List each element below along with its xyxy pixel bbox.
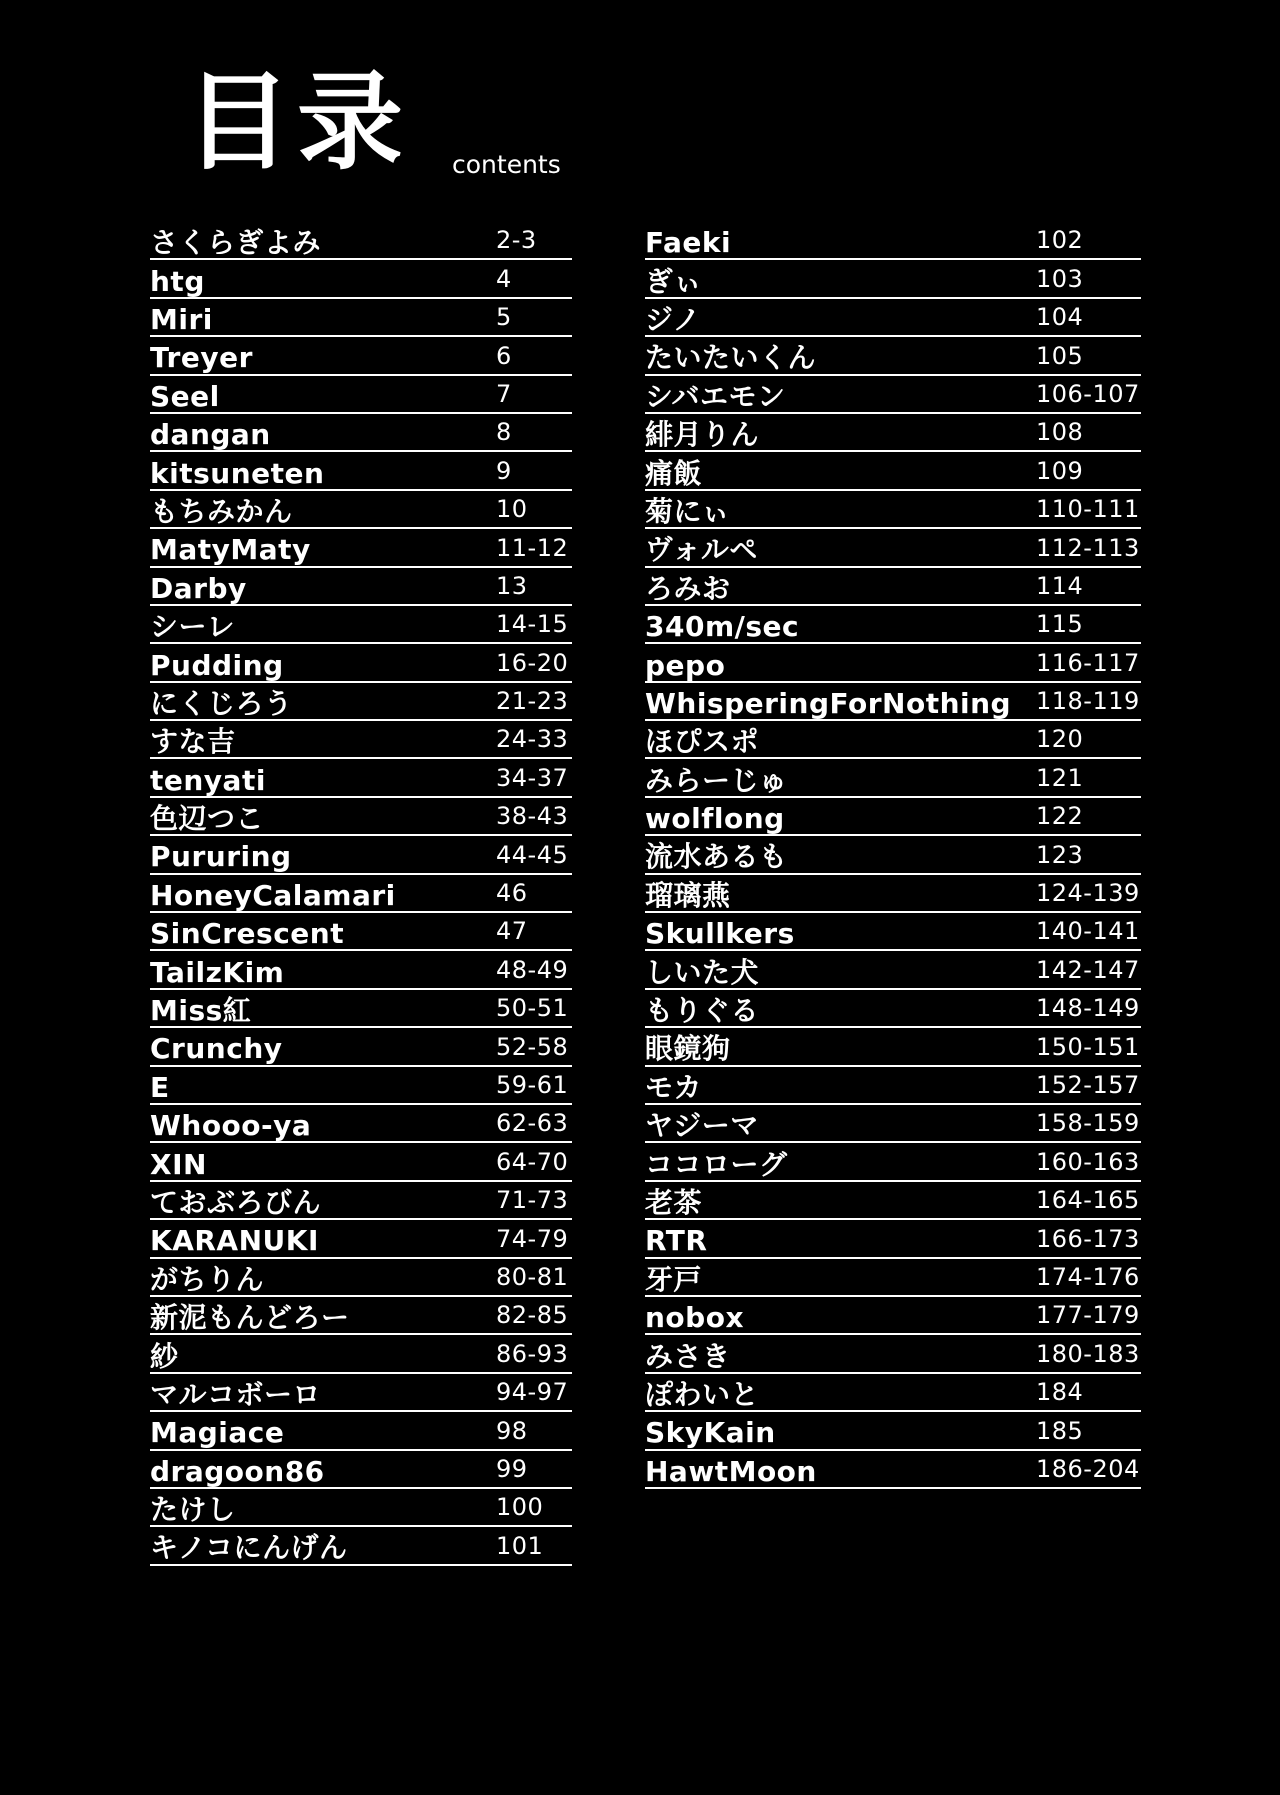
entry-artist-name: ほぴスポ [645,725,760,759]
contents-entry [150,1297,572,1335]
entry-artist-name: tenyati [150,763,266,797]
contents-entry [150,568,572,606]
contents-entry [645,875,1141,913]
contents-entry [150,491,572,529]
entry-page-range: 44-45 [496,840,569,869]
entry-page-range: 184 [1036,1378,1084,1407]
entry-artist-name: KARANUKI [150,1224,319,1258]
entry-artist-name: すな吉 [150,725,236,759]
entry-artist-name: nobox [645,1301,745,1335]
entry-artist-name: 瑠璃燕 [645,878,731,912]
entry-artist-name: もちみかん [150,494,293,528]
entry-page-range: 98 [496,1416,528,1445]
entry-artist-name: さくらぎよみ [150,226,322,260]
entry-artist-name: ぽわいと [645,1377,760,1411]
entry-page-range: 80-81 [496,1262,569,1291]
entry-page-range: 46 [496,879,528,908]
entry-page-range: 102 [1036,226,1084,255]
contents-entry [150,1028,572,1066]
contents-entry [645,644,1141,682]
entry-page-range: 115 [1036,610,1084,639]
entry-artist-name: Magiace [150,1416,285,1450]
contents-entry [645,452,1141,490]
entry-artist-name: kitsuneten [150,456,325,490]
entry-artist-name: モカ [645,1070,703,1104]
entry-page-range: 5 [496,303,512,332]
contents-entry [645,568,1141,606]
entry-page-range: 123 [1036,840,1084,869]
contents-entry [645,529,1141,567]
contents-entry [150,990,572,1028]
contents-entry [645,1374,1141,1412]
entry-artist-name: pepo [645,648,726,682]
entry-page-range: 50-51 [496,994,569,1023]
contents-entry [645,337,1141,375]
contents-entry [150,721,572,759]
contents-entry [150,337,572,375]
contents-entry [150,299,572,337]
entry-page-range: 7 [496,379,512,408]
entry-artist-name: Pudding [150,648,284,682]
contents-entry [645,376,1141,414]
entry-page-range: 114 [1036,571,1084,600]
entry-page-range: 14-15 [496,610,569,639]
contents-entry [150,644,572,682]
page-title: 目录 [185,61,409,184]
entry-artist-name: Crunchy [150,1032,283,1066]
entry-artist-name: MatyMaty [150,533,311,567]
entry-artist-name: キノコにんげん [150,1531,348,1565]
contents-entry [645,299,1141,337]
entry-artist-name: Miss紅 [150,994,252,1028]
contents-entry [645,1297,1141,1335]
entry-page-range: 152-157 [1036,1070,1140,1099]
entry-page-range: 74-79 [496,1224,569,1253]
contents-entry [150,606,572,644]
contents-entry [645,759,1141,797]
entry-page-range: 6 [496,341,512,370]
entry-artist-name: たけし [150,1493,236,1527]
entry-page-range: 16-20 [496,648,569,677]
entry-artist-name: 老茶 [645,1185,703,1219]
entry-artist-name: Whooo-ya [150,1109,312,1143]
contents-entry [150,836,572,874]
entry-page-range: 180-183 [1036,1339,1140,1368]
entry-artist-name: 痛飯 [645,456,703,490]
entry-artist-name: wolflong [645,802,785,836]
entry-artist-name: 緋月りん [645,418,760,452]
entry-page-range: 112-113 [1036,533,1140,562]
entry-artist-name: ジノ [645,302,701,336]
entry-artist-name: dragoon86 [150,1454,325,1488]
contents-entry [150,1335,572,1373]
entry-page-range: 64-70 [496,1147,569,1176]
contents-entry [645,1335,1141,1373]
entry-artist-name: 牙戸 [645,1262,703,1296]
entry-page-range: 11-12 [496,533,569,562]
entry-page-range: 177-179 [1036,1301,1140,1330]
contents-entry [150,1182,572,1220]
contents-entry [150,951,572,989]
contents-entry [150,1412,572,1450]
contents-entry [645,1182,1141,1220]
entry-artist-name: htg [150,264,205,298]
contents-entry [150,1451,572,1489]
contents-entry [645,1220,1141,1258]
entry-artist-name: がちりん [150,1262,265,1296]
entry-page-range: 10 [496,495,528,524]
entry-page-range: 24-33 [496,725,569,754]
entry-page-range: 99 [496,1454,528,1483]
entry-artist-name: RTR [645,1224,708,1258]
contents-entry [150,1143,572,1181]
entry-artist-name: Seel [150,379,220,413]
entry-artist-name: SinCrescent [150,917,345,951]
contents-entry [150,1220,572,1258]
entry-page-range: 118-119 [1036,687,1140,716]
entry-artist-name: Pururing [150,840,292,874]
contents-entry [150,1374,572,1412]
entry-artist-name: シバエモン [645,379,786,413]
contents-entry [645,683,1141,721]
entry-page-range: 160-163 [1036,1147,1140,1176]
contents-entry [150,414,572,452]
entry-artist-name: Miri [150,302,213,336]
entry-page-range: 186-204 [1036,1454,1140,1483]
contents-entry [150,376,572,414]
entry-page-range: 21-23 [496,687,569,716]
contents-entry [150,452,572,490]
contents-entry [645,1451,1141,1489]
entry-page-range: 166-173 [1036,1224,1140,1253]
contents-entry [150,1259,572,1297]
entry-artist-name: 菊にぃ [645,494,730,528]
entry-page-range: 62-63 [496,1109,569,1138]
entry-page-range: 174-176 [1036,1262,1140,1291]
contents-entry [645,1105,1141,1143]
entry-artist-name: しいた犬 [645,955,760,989]
entry-page-range: 34-37 [496,763,569,792]
contents-entry [645,990,1141,1028]
contents-entry [645,951,1141,989]
contents-entry [645,721,1141,759]
entry-page-range: 8 [496,418,512,447]
entry-artist-name: Faeki [645,226,732,260]
entry-artist-name: E [150,1070,170,1104]
entry-artist-name: XIN [150,1147,207,1181]
entry-page-range: 148-149 [1036,994,1140,1023]
entry-artist-name: シーレ [150,610,235,644]
entry-page-range: 116-117 [1036,648,1140,677]
entry-artist-name: 新泥もんどろー [150,1301,350,1335]
entry-artist-name: 340m/sec [645,610,800,644]
contents-entry [645,1412,1141,1450]
entry-page-range: 71-73 [496,1186,569,1215]
entry-page-range: 140-141 [1036,917,1140,946]
contents-entry [150,875,572,913]
contents-entry [150,222,572,260]
entry-page-range: 185 [1036,1416,1084,1445]
entry-page-range: 124-139 [1036,879,1140,908]
entry-artist-name: ココローグ [645,1147,788,1181]
entry-page-range: 121 [1036,763,1084,792]
entry-page-range: 94-97 [496,1378,569,1407]
entry-page-range: 101 [496,1531,544,1560]
entry-artist-name: Skullkers [645,917,795,951]
contents-entry [645,414,1141,452]
contents-entry [150,1489,572,1527]
entry-artist-name: たいたいくん [645,341,817,375]
entry-page-range: 104 [1036,303,1084,332]
contents-entry [645,913,1141,951]
entry-artist-name: マルコボーロ [150,1377,322,1411]
entry-artist-name: 流水あるも [645,840,788,874]
contents-entry [645,1028,1141,1066]
entry-artist-name: WhisperingForNothing [645,686,1012,720]
entry-page-range: 48-49 [496,955,569,984]
entry-page-range: 59-61 [496,1070,569,1099]
entry-page-range: 103 [1036,264,1084,293]
entry-artist-name: 紗 [150,1339,179,1373]
entry-artist-name: もりぐる [645,994,760,1028]
entry-page-range: 122 [1036,802,1084,831]
entry-page-range: 4 [496,264,512,293]
entry-artist-name: HoneyCalamari [150,878,396,912]
entry-page-range: 150-151 [1036,1032,1140,1061]
entry-page-range: 120 [1036,725,1084,754]
contents-column-right [645,222,1141,1489]
entry-artist-name: HawtMoon [645,1454,817,1488]
entry-page-range: 110-111 [1036,495,1140,524]
contents-entry [150,759,572,797]
entry-artist-name: ておぶろびん [150,1185,322,1219]
entry-artist-name: dangan [150,418,271,452]
entry-artist-name: 眼鏡狗 [645,1032,731,1066]
entry-page-range: 105 [1036,341,1084,370]
contents-entry [645,1067,1141,1105]
contents-entry [150,529,572,567]
entry-page-range: 47 [496,917,528,946]
entry-artist-name: Darby [150,571,247,605]
entry-page-range: 2-3 [496,226,537,255]
entry-page-range: 82-85 [496,1301,569,1330]
contents-entry [150,1067,572,1105]
entry-page-range: 164-165 [1036,1186,1140,1215]
entry-artist-name: ヴォルペ [645,533,758,567]
entry-page-range: 158-159 [1036,1109,1140,1138]
entry-artist-name: にくじろう [150,686,293,720]
entry-artist-name: みらーじゅ [645,763,788,797]
entry-page-range: 13 [496,571,528,600]
entry-page-range: 142-147 [1036,955,1140,984]
contents-entry [645,606,1141,644]
contents-entry [645,260,1141,298]
contents-entry [645,1259,1141,1297]
contents-entry [150,260,572,298]
page-subtitle: contents [452,150,561,179]
entry-artist-name: ぎぃ [645,264,703,298]
contents-entry [645,1143,1141,1181]
entry-page-range: 109 [1036,456,1084,485]
entry-artist-name: ヤジーマ [645,1109,759,1143]
contents-entry [150,1105,572,1143]
contents-entry [150,798,572,836]
entry-artist-name: みさき [645,1339,731,1373]
contents-entry [150,1527,572,1565]
entry-page-range: 108 [1036,418,1084,447]
contents-entry [645,798,1141,836]
entry-page-range: 52-58 [496,1032,569,1061]
entry-artist-name: Treyer [150,341,253,375]
entry-artist-name: SkyKain [645,1416,776,1450]
contents-entry [150,683,572,721]
entry-page-range: 86-93 [496,1339,569,1368]
contents-entry [150,913,572,951]
contents-entry [645,222,1141,260]
entry-page-range: 38-43 [496,802,569,831]
contents-entry [645,836,1141,874]
contents-column-left [150,222,572,1566]
entry-page-range: 9 [496,456,512,485]
entry-artist-name: ろみお [645,571,731,605]
entry-artist-name: 色辺つこ [150,802,265,836]
entry-artist-name: TailzKim [150,955,285,989]
entry-page-range: 100 [496,1493,544,1522]
contents-entry [645,491,1141,529]
entry-page-range: 106-107 [1036,379,1140,408]
